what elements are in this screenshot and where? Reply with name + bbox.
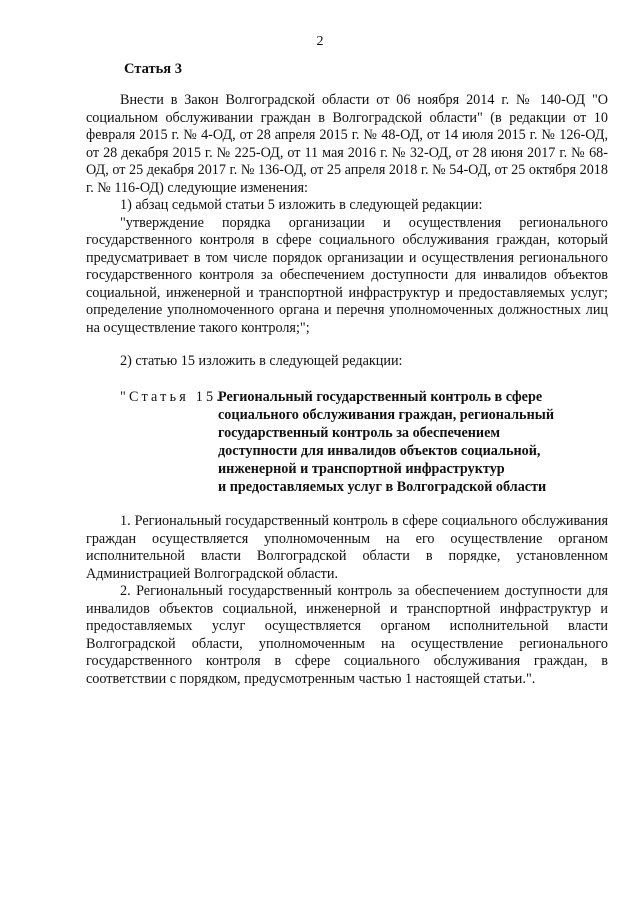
page-number: 2 (316, 34, 324, 49)
item1-quote-paragraph: "утверждение порядка организации и осуществления регионального государственного контроля в сфере социального обслуживания граждан, который предусматривает в том числе порядок организации и осуществления регионального государственного контроля за обеспечением доступности для инвалидов объектов социальной, инженерной и транспортной инфраструктур и предоставляемых услуг; определение уполномоченного органа и перечня уполномоченных должностных лиц на осуществление такого контроля;"; (86, 214, 608, 336)
article15-paragraph-1: 1. Региональный государственный контроль в сфере социального обслуживания граждан осуществляется уполномоченным на его осуществление органом исполнительной власти Волгоградской области в порядке, установленном Администрацией Волгоградской области. (86, 513, 608, 582)
article15-body (86, 513, 608, 688)
item2-paragraph: 2) статью 15 изложить в следующей редакции: (120, 353, 403, 369)
article15-title-line: и предоставляемых услуг в Волгоградской области (218, 479, 547, 495)
article15-title-line: государственный контроль за обеспечением (218, 425, 501, 441)
article15-title-line: инженерной и транспортной инфраструктур (218, 461, 505, 477)
item1-paragraph: 1) абзац седьмой статьи 5 изложить в следующей редакции: (120, 197, 483, 213)
article15-title-line: социального обслуживания граждан, региональный (218, 407, 554, 423)
article-title: Статья 3 (124, 61, 182, 77)
amendment-intro-block (86, 92, 608, 337)
article15-title-line: Региональный государственный контроль в сфере (218, 389, 543, 405)
article15-title-line: доступности для инвалидов объектов социальной, (218, 443, 541, 459)
intro-paragraph: Внести в Закон Волгоградской области от 06 ноября 2014 г. № 140-ОД "О социальном обслуживании граждан в Волгоградской области" (в редакции от 10 февраля 2015 г. № 4-ОД, от 28 апреля 2015 г. № 48-ОД, от 14 июля 2015 г. № 126-ОД, от 28 декабря 2015 г. № 225-ОД, от 11 мая 2016 г. № 32-ОД, от 28 июня 2017 г. № 68-ОД, от 25 декабря 2017 г. № 136-ОД, от 25 апреля 2018 г. № 54-ОД, от 25 октября 2018 г. № 116-ОД) следующие изменения: (86, 92, 608, 196)
article15-label: "Статья 15. (120, 389, 224, 405)
article15-paragraph-2: 2. Региональный государственный контроль за обеспечением доступности для инвалидов объектов социальной, инженерной и транспортной инфраструктур и предоставляемых услуг осуществляется органом исполнительной власти Волгоградской области, уполномоченным на осуществление регионального государственного контроля в сфере социального обслуживания граждан, в соответствии с порядком, предусмотренным частью 1 настоящей статьи.". (86, 583, 608, 687)
article15-title (218, 388, 610, 496)
item2-block (86, 353, 608, 371)
